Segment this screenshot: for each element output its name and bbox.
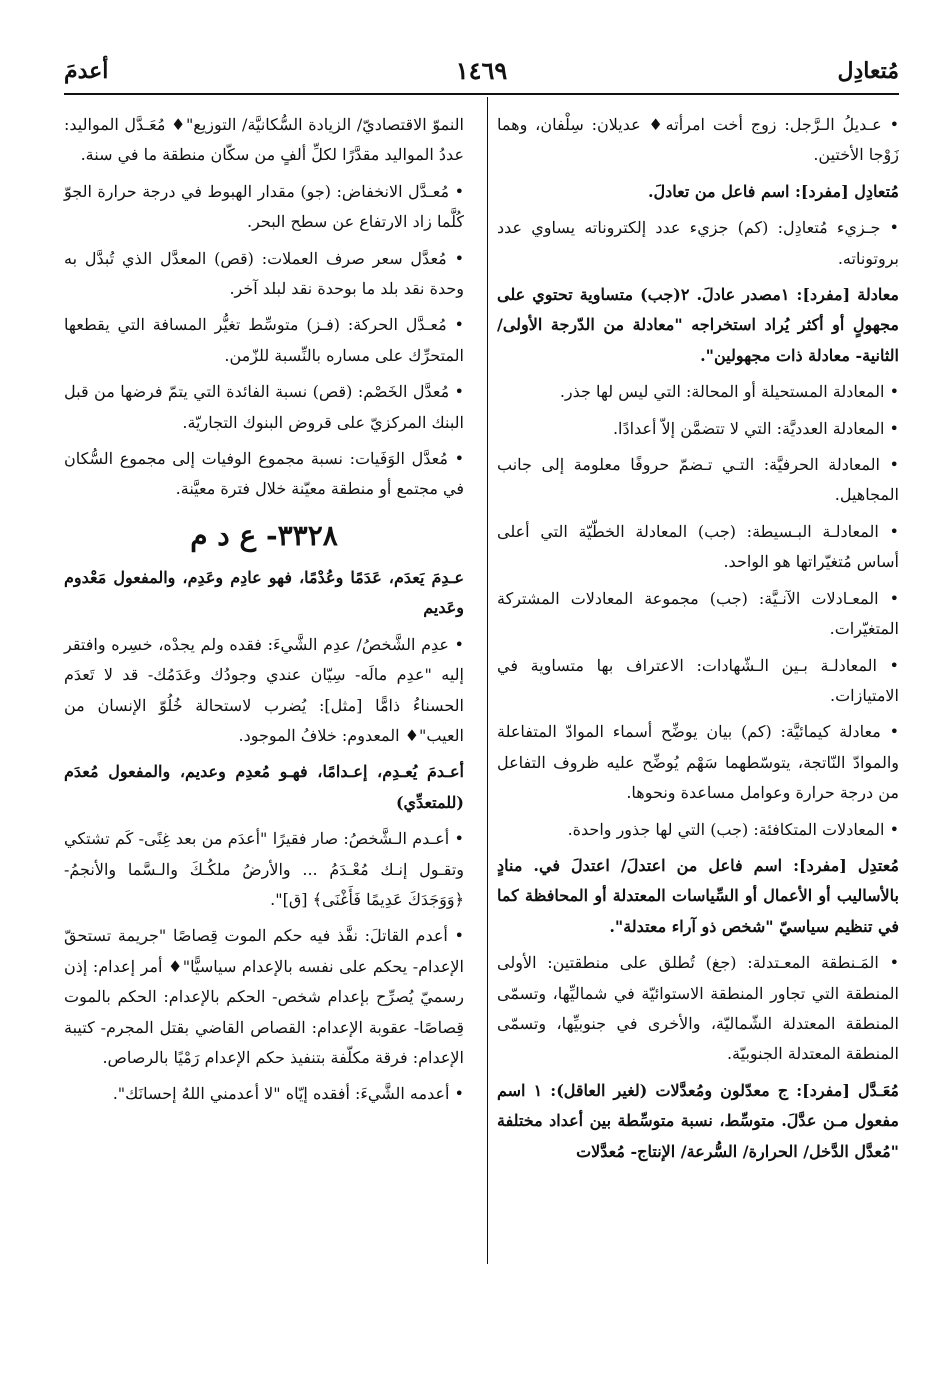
- entry-text: • عدِم الشَّخصُ/ عدِم الشَّيءَ: فقده ولم يجدْه، خسِره وافتقر إليه "عدِم مالَه- سِيّان عندي وجودُك وعَدَمُك- قد لا تَعدَم الحسناءُ ذامًّا [مثل]: يُضرب لاستحالة خُلُوّ الإنسان من العيب"♦ المعدوم: خلافُ الموجود.: [64, 634, 464, 745]
- sub-entry: [497, 414, 899, 444]
- entry-text: النموّ الاقتصاديّ/ الزيادة السُّكانيَّة/ التوزيع"♦ مُعَـدَّل المواليد: عددُ المواليد مقدَّرًا لكلِّ ألفٍ من سكّان منطقة ما في سنة.: [64, 115, 464, 165]
- header-last-word: أعدمَ: [64, 58, 109, 84]
- entry-text: • أعدمه الشَّيءَ: أفقده إيّاه "لا أعدمني اللهُ إحسانَك".: [112, 1084, 464, 1104]
- sub-entry: [497, 584, 899, 645]
- entry-text: • أعدم القاتلَ: نفَّذ فيه حكم الموت قِصاصًا "جريمة تستحقّ الإعدام- يحكم على نفسه بالإعدام سياسيًّا"♦ أمر إعدام: إذن رسميّ يُصرِّح بإعدام شخص- الحكم بالإعدام: الحكم بالموت قِصاصًا- عقوبة الإعدام: القصاص القاضي بقتل المجرم- كتيبة الإعدام: فرقة مكلّفة بتنفيذ حكم الإعدام رَمْيًا بالرصاص.: [64, 926, 464, 1067]
- sub-entry: [64, 824, 464, 915]
- left-column: [64, 110, 464, 1116]
- entry-text: • جـزيء مُتعادِل: (كم) جزيء عدد إلكتروناته يساوي عدد بروتوناته.: [497, 218, 899, 268]
- column-divider: [487, 97, 488, 1264]
- entry-text: • أعـدم الـشَّخصُ: صار فقيرًا "أعدَم من بعد غِنًى- كَم تشتكي وتقـول إنـك مُعْـدَمُ ... والأرضُ ملكُـكَ والـسَّما والأنجمُ- ﴿وَوَجَدَكَ عَدِيمًا فَأَغْنَى﴾ [ق]".: [64, 829, 464, 909]
- entry-text: • المعادلة الحرفيَّة: التـي تـضمّ حروفًا معلومة إلى جانب المجاهيل.: [497, 455, 899, 505]
- entry-text: مُتعادِل [مفرد]: اسم فاعل من تعادلَ.: [647, 181, 899, 201]
- sub-entry: [497, 450, 899, 511]
- sub-entry: [64, 921, 464, 1073]
- header-rule: [64, 93, 899, 95]
- entry-text: • المعادلة العدديَّة: التي لا تتضمَّن إلاّ أعدادًا.: [612, 418, 899, 438]
- header-first-word: مُتعادِل: [837, 58, 899, 84]
- headword-entry: [64, 757, 464, 818]
- entry-text: • المعـادلات الآنـيَّة: (جب) مجموعة المعادلات المشتركة المتغيّرات.: [497, 588, 899, 639]
- entry-text: • معادلة كيمائيَّة: (كم) بيان يوضِّح أسماء الموادّ المتفاعلة والموادّ النّاتجة، يتوسّطهما سَهْم يُوضِّح عليه ظروف التفاعل من درجة حرارة وعوامل مساعدة ونحوها.: [497, 722, 899, 803]
- sub-entry: [64, 177, 464, 238]
- entry-text: • المعادلـة البـسيطة: (جب) المعادلة الخطّيّة التي أعلى أساس مُتغيّراتها هو الواحد.: [497, 521, 899, 572]
- sub-entry: [64, 1079, 464, 1109]
- headword-entry: [497, 851, 899, 942]
- entry-text: أعـدمَ يُعـدِم، إعـدامًا، فهـو مُعدِم وعديم، والمفعول مُعدَم (للمتعدِّي): [64, 762, 464, 812]
- entry-text: • مُعـدَّل الانخفاض: (جو) مقدار الهبوط في درجة حرارة الجوّ كُلَّما زاد الارتفاع عن سطح البحر.: [64, 181, 464, 232]
- sub-entry: [497, 948, 899, 1070]
- entry-continuation: [64, 110, 464, 171]
- sub-entry: [64, 244, 464, 305]
- entry-text: • المعادلـة بـين الـشّهادات: الاعتراف بها متساوية في الامتيازات.: [497, 655, 899, 705]
- root-section-heading: ٣٣٢٨- ع د م: [190, 518, 338, 552]
- sub-entry: [497, 377, 899, 407]
- entry-text: • المعادلة المستحيلة أو المحالة: التي ليس لها جذر.: [559, 382, 899, 402]
- entry-text: عـدِمَ يَعدَم، عَدَمًا وعُدْمًا، فهو عادِم وعَدِم، والمفعول مَعْدوم وعَديم: [64, 567, 464, 618]
- entry-text: • مُعـدَّل الحركة: (فـز) متوسِّط تغيُّر المسافة التي يقطعها المتحرِّك على مساره بالنِّسبة للزّمن.: [64, 315, 464, 365]
- sub-entry: [497, 110, 899, 171]
- sub-entry: [497, 517, 899, 578]
- sub-entry: [64, 377, 464, 438]
- sub-entry: [64, 630, 464, 752]
- entry-text: مُعَـدَّل [مفرد]: ج معدّلون ومُعدَّلات (لغير العاقل): ١ اسم مفعول مـن عدَّلَ. متوسِّط، نسبة متوسِّطة بين أعداد مختلفة "مُعدَّل الدَّخل/ الحرارة/ السُّرعة/ الإنتاج- مُعدَّلات: [497, 1080, 899, 1161]
- sub-entry: [64, 444, 464, 505]
- entry-text: • مُعدَّل سعر صرف العملات: (قص) المعدَّل الذي تُبدَّل به وحدة نقد بلد ما بوحدة نقد لبلد آخر.: [64, 248, 464, 299]
- sub-entry: [497, 815, 899, 845]
- headword-entry: [497, 1076, 899, 1167]
- sub-entry: [497, 717, 899, 808]
- entry-text: • المعادلات المتكافئة: (جب) التي لها جذور واحدة.: [567, 819, 899, 839]
- headword-entry: [497, 280, 899, 371]
- headword-entry: [497, 177, 899, 207]
- entry-text: • عـديلُ الـرَّجل: زوج أخت امرأته♦ عديلان: سِلْفان، وهما زَوْجا الأختين.: [497, 115, 899, 165]
- entry-text: معادلة [مفرد]: ١مصدر عادلَ. ٢(جب) متساوية تحتوي على مجهولٍ أو أكثر يُراد استخراجه "معادلة من الدّرجة الأولى/ الثانية- معادلة ذات مجهولين".: [497, 285, 900, 365]
- sub-entry: [64, 310, 464, 371]
- page-header: [64, 52, 899, 92]
- entry-text: مُعتدِل [مفرد]: اسم فاعل من اعتدلَ/ اعتدلَ في. منادٍ بالأساليب أو الأعمال أو السِّياسات المعتدلة أو المحافظة كما في تنظيم سياسيّ "شخص ذو آراء معتدلة".: [497, 855, 899, 936]
- entry-text: • مُعدَّل الوَفَيات: نسبة مجموع الوفيات إلى مجموع السُّكان في مجتمع أو منطقة معيّنة خلال فترة معيَّنة.: [64, 449, 464, 499]
- entry-text: • مُعدَّل الخَصْم: (قص) نسبة الفائدة التي يتمّ فرضها من قبل البنك المركزيّ على قروض البنوك التجاريّة.: [64, 382, 464, 432]
- right-column: [497, 110, 899, 1173]
- sub-entry: [497, 651, 899, 712]
- headword-entry: [64, 563, 464, 624]
- entry-text: • المَـنطقة المعـتدلة: (جغ) تُطلق على منطقتين: الأولى المنطقة التي تجاور المنطقة الاستوائيّة في شماليِّها، وتسمّى المنطقة المعتدلة الشّماليّة، والأخرى في جنوبيِّها، وتسمّى المنطقة المعتدلة الجنوبيّة.: [497, 953, 899, 1064]
- sub-entry: [497, 213, 899, 274]
- page-number: ١٤٦٩: [455, 56, 508, 85]
